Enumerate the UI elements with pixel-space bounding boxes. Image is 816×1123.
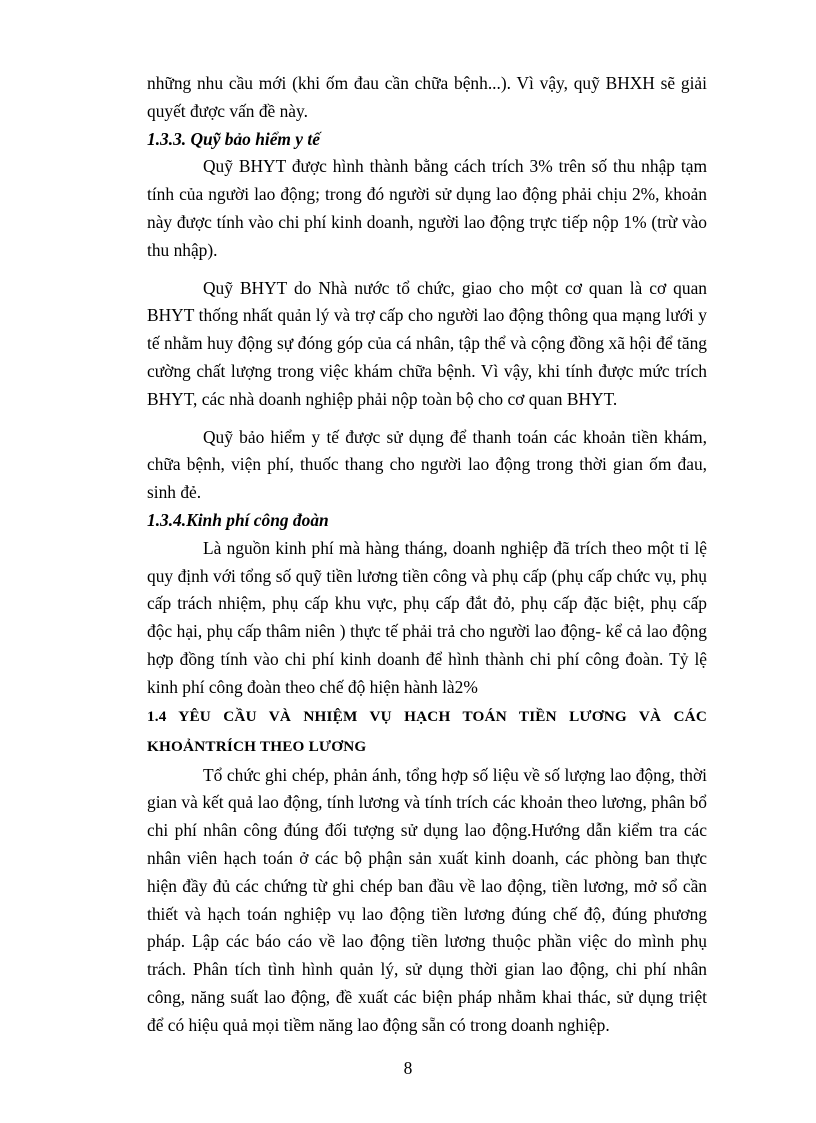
kpcd-paragraph: Là nguồn kinh phí mà hàng tháng, doanh nghiệp đã trích theo một tỉ lệ quy định với tổng số quỹ tiền lương tiền công và phụ cấp (phụ cấp chức vụ, phụ cấp trách nhiệm, phụ cấp khu vực, phụ cấp đắt đỏ, phụ cấp đặc biệt, phụ cấp độc hại, phụ cấp thâm niên ) thực tế phải trả cho người lao động- kể cả lao động hợp đồng tính vào chi phí kinh doanh để hình thành chi phí công đoàn. Tỷ lệ kinh phí công đoàn theo chế độ hiện hành là2%: [147, 537, 707, 697]
section-1-4-heading-line-1: 1.4 YÊU CẦU VÀ NHIỆM VỤ HẠCH TOÁN TIỀN LƯƠNG VÀ CÁC: [147, 707, 707, 725]
bhyt-paragraph-1: Quỹ BHYT được hình thành bằng cách trích 3% trên số thu nhập tạm tính của người lao động; trong đó người sử dụng lao động phải chịu 2%, khoản này được tính vào chi phí kinh doanh, người lao động trực tiếp nộp 1% (trừ vào thu nhập).: [147, 156, 707, 260]
section-1-4-heading-line-2: KHOẢNTRÍCH THEO LƯƠNG: [147, 737, 367, 755]
section-1-3-4-heading: 1.3.4.Kinh phí công đoàn: [147, 509, 329, 530]
section-1-3-3-heading: 1.3.3. Quỹ bảo hiểm y tế: [147, 128, 320, 149]
bhyt-paragraph-3: Quỹ bảo hiểm y tế được sử dụng để thanh toán các khoản tiền khám, chữa bệnh, viện phí, thuốc thang cho người lao động trong thời gian ốm đau, sinh đẻ.: [147, 426, 707, 503]
page-content: [147, 70, 707, 1040]
section-1-4-paragraph: Tổ chức ghi chép, phản ánh, tổng hợp số liệu về số lượng lao động, thời gian và kết quả lao động, tính lương và tính trích các khoản theo lương, phân bổ chi phí nhân công đúng đối tượng sử dụng lao động.Hướng dẫn kiểm tra các nhân viên hạch toán ở các bộ phận sản xuất kinh doanh, các phòng ban thực hiện đầy đủ các chứng từ ghi chép ban đầu về lao động, tiền lương, mở sổ cần thiết và hạch toán nghiệp vụ lao động tiền lương đúng chế độ, đúng phương pháp. Lập các báo cáo về lao động tiền lương thuộc phần việc do mình phụ trách. Phân tích tình hình quản lý, sử dụng thời gian lao động, chi phí nhân công, năng suất lao động, đề xuất các biện pháp nhằm khai thác, sử dụng triệt để có hiệu quả mọi tiềm năng lao động sẵn có trong doanh nghiệp.: [147, 764, 707, 1035]
intro-paragraph: những nhu cầu mới (khi ốm đau cần chữa bệnh...). Vì vậy, quỹ BHXH sẽ giải quyết được vấn đề này.: [147, 73, 707, 121]
page-number: 8: [403, 1058, 413, 1078]
bhyt-paragraph-2: Quỹ BHYT do Nhà nước tổ chức, giao cho một cơ quan là cơ quan BHYT thống nhất quản lý và trợ cấp cho người lao động thông qua mạng lưới y tế nhằm huy động sự đóng góp của cá nhân, tập thể và cộng đồng xã hội để tăng cường chất lượng trong việc khám chữa bệnh. Vì vậy, khi tính được mức trích BHYT, các nhà doanh nghiệp phải nộp toàn bộ cho cơ quan BHYT.: [147, 277, 707, 409]
